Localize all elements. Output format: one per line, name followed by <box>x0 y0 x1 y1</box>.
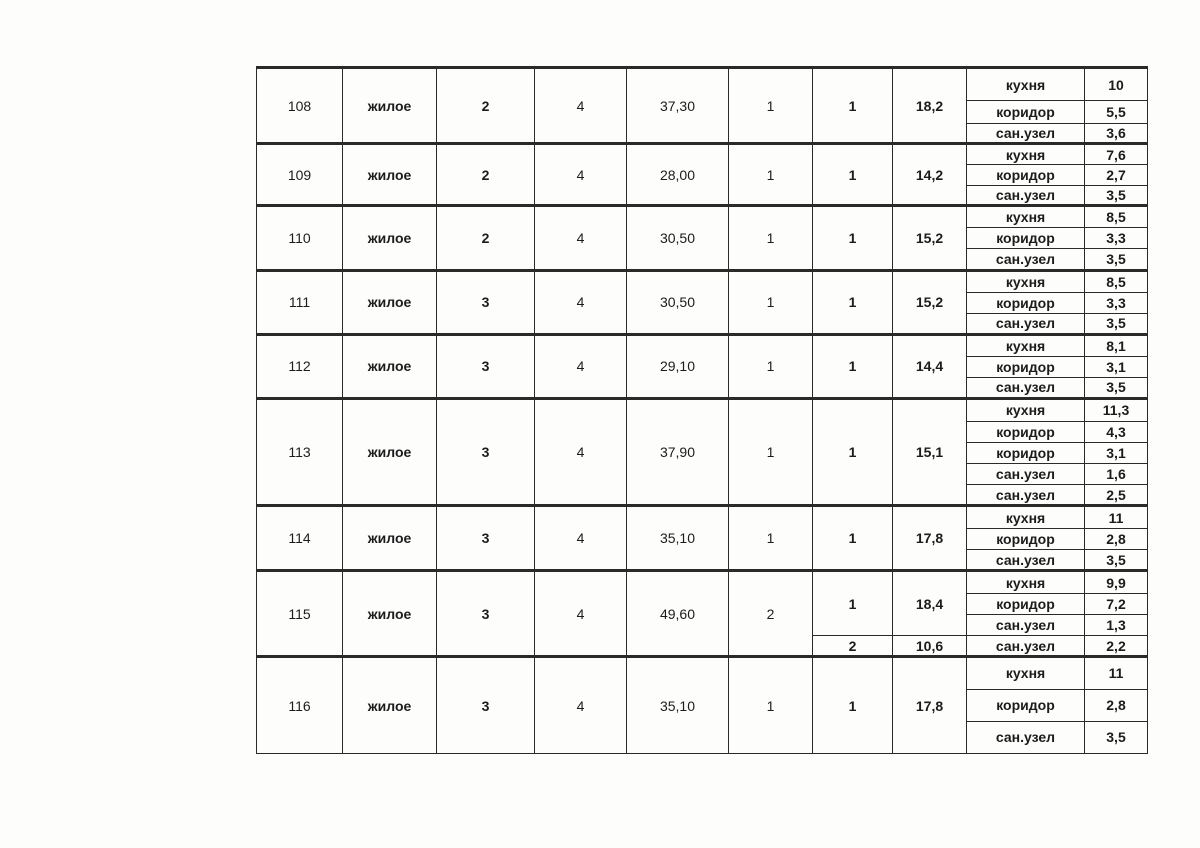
apartment-number-cell: 116 <box>257 657 343 754</box>
aux-room-area-cell: 11 <box>1085 506 1148 529</box>
aux-room-name-cell: сан.узел <box>967 550 1085 571</box>
rooms-count-cell: 2 <box>437 206 535 270</box>
rooms-count-cell: 3 <box>437 334 535 398</box>
living-room-number-cell: 1 <box>813 144 893 206</box>
aux-room-area-cell: 4,3 <box>1085 421 1148 442</box>
total-area-cell: 37,90 <box>627 398 729 505</box>
living-rooms-count-cell: 1 <box>729 68 813 144</box>
aux-room-name-cell: коридор <box>967 292 1085 313</box>
aux-room-area-cell: 5,5 <box>1085 101 1148 124</box>
aux-room-name-cell: сан.узел <box>967 124 1085 144</box>
aux-room-name-cell: кухня <box>967 571 1085 594</box>
aux-room-name-cell: кухня <box>967 68 1085 101</box>
apartment-number-cell: 111 <box>257 270 343 334</box>
living-rooms-count-cell: 2 <box>729 571 813 657</box>
aux-room-area-cell: 7,6 <box>1085 144 1148 165</box>
apartment-row <box>257 270 1148 292</box>
aux-room-area-cell: 3,6 <box>1085 124 1148 144</box>
rooms-count-cell: 2 <box>437 68 535 144</box>
aux-room-name-cell: коридор <box>967 421 1085 442</box>
aux-room-name-cell: сан.узел <box>967 721 1085 753</box>
total-area-cell: 30,50 <box>627 270 729 334</box>
premises-type-cell: жилое <box>343 506 437 571</box>
rooms-count-cell: 3 <box>437 506 535 571</box>
aux-room-name-cell: коридор <box>967 689 1085 721</box>
floor-cell: 4 <box>535 571 627 657</box>
living-room-number-cell: 1 <box>813 270 893 334</box>
aux-room-area-cell: 11,3 <box>1085 398 1148 421</box>
aux-room-area-cell: 10 <box>1085 68 1148 101</box>
premises-type-cell: жилое <box>343 571 437 657</box>
total-area-cell: 28,00 <box>627 144 729 206</box>
floor-cell: 4 <box>535 68 627 144</box>
premises-type-cell: жилое <box>343 270 437 334</box>
aux-room-area-cell: 2,5 <box>1085 485 1148 506</box>
living-room-number-cell: 2 <box>813 636 893 657</box>
living-rooms-count-cell: 1 <box>729 144 813 206</box>
rooms-count-cell: 3 <box>437 270 535 334</box>
aux-room-name-cell: кухня <box>967 506 1085 529</box>
aux-room-area-cell: 2,7 <box>1085 165 1148 186</box>
rooms-count-cell: 3 <box>437 398 535 505</box>
apartment-row <box>257 144 1148 165</box>
floor-cell: 4 <box>535 334 627 398</box>
apartments-table <box>256 66 1148 754</box>
aux-room-name-cell: кухня <box>967 144 1085 165</box>
aux-room-area-cell: 2,8 <box>1085 689 1148 721</box>
aux-room-area-cell: 3,3 <box>1085 228 1148 249</box>
aux-room-name-cell: коридор <box>967 165 1085 186</box>
aux-room-area-cell: 9,9 <box>1085 571 1148 594</box>
aux-room-area-cell: 11 <box>1085 657 1148 689</box>
apartment-row <box>257 571 1148 594</box>
premises-type-cell: жилое <box>343 206 437 270</box>
living-room-number-cell: 1 <box>813 657 893 754</box>
living-room-number-cell: 1 <box>813 571 893 636</box>
apartment-number-cell: 108 <box>257 68 343 144</box>
living-room-number-cell: 1 <box>813 334 893 398</box>
living-room-number-cell: 1 <box>813 398 893 505</box>
aux-room-area-cell: 8,1 <box>1085 334 1148 356</box>
apartment-row <box>257 398 1148 421</box>
aux-room-name-cell: коридор <box>967 529 1085 550</box>
total-area-cell: 49,60 <box>627 571 729 657</box>
aux-room-name-cell: сан.узел <box>967 186 1085 206</box>
living-room-area-cell: 15,2 <box>893 270 967 334</box>
aux-room-area-cell: 8,5 <box>1085 206 1148 228</box>
aux-room-area-cell: 8,5 <box>1085 270 1148 292</box>
aux-room-name-cell: коридор <box>967 594 1085 615</box>
aux-room-area-cell: 3,5 <box>1085 313 1148 334</box>
rooms-count-cell: 3 <box>437 571 535 657</box>
aux-room-name-cell: коридор <box>967 228 1085 249</box>
floor-cell: 4 <box>535 506 627 571</box>
total-area-cell: 35,10 <box>627 506 729 571</box>
living-room-number-cell: 1 <box>813 506 893 571</box>
aux-room-area-cell: 3,3 <box>1085 292 1148 313</box>
aux-room-area-cell: 1,3 <box>1085 615 1148 636</box>
aux-room-name-cell: кухня <box>967 206 1085 228</box>
apartment-number-cell: 112 <box>257 334 343 398</box>
aux-room-name-cell: кухня <box>967 270 1085 292</box>
aux-room-name-cell: кухня <box>967 398 1085 421</box>
living-rooms-count-cell: 1 <box>729 206 813 270</box>
aux-room-name-cell: сан.узел <box>967 615 1085 636</box>
floor-cell: 4 <box>535 206 627 270</box>
aux-room-name-cell: сан.узел <box>967 249 1085 270</box>
premises-type-cell: жилое <box>343 657 437 754</box>
aux-room-area-cell: 3,5 <box>1085 186 1148 206</box>
floor-cell: 4 <box>535 270 627 334</box>
apartment-number-cell: 109 <box>257 144 343 206</box>
floor-cell: 4 <box>535 144 627 206</box>
living-room-area-cell: 18,2 <box>893 68 967 144</box>
living-room-area-cell: 15,1 <box>893 398 967 505</box>
floor-cell: 4 <box>535 398 627 505</box>
living-room-area-cell: 14,4 <box>893 334 967 398</box>
total-area-cell: 35,10 <box>627 657 729 754</box>
total-area-cell: 30,50 <box>627 206 729 270</box>
premises-type-cell: жилое <box>343 68 437 144</box>
aux-room-name-cell: коридор <box>967 356 1085 377</box>
aux-room-name-cell: коридор <box>967 442 1085 463</box>
living-room-number-cell: 1 <box>813 68 893 144</box>
aux-room-area-cell: 1,6 <box>1085 463 1148 484</box>
aux-room-name-cell: коридор <box>967 101 1085 124</box>
living-room-area-cell: 17,8 <box>893 506 967 571</box>
aux-room-area-cell: 3,5 <box>1085 721 1148 753</box>
aux-room-area-cell: 2,8 <box>1085 529 1148 550</box>
premises-type-cell: жилое <box>343 398 437 505</box>
apartment-number-cell: 114 <box>257 506 343 571</box>
living-rooms-count-cell: 1 <box>729 270 813 334</box>
living-room-area-cell: 15,2 <box>893 206 967 270</box>
aux-room-area-cell: 3,5 <box>1085 550 1148 571</box>
apartment-row <box>257 334 1148 356</box>
aux-room-area-cell: 3,1 <box>1085 442 1148 463</box>
aux-room-area-cell: 2,2 <box>1085 636 1148 657</box>
aux-room-name-cell: сан.узел <box>967 463 1085 484</box>
total-area-cell: 29,10 <box>627 334 729 398</box>
apartment-number-cell: 110 <box>257 206 343 270</box>
living-room-number-cell: 1 <box>813 206 893 270</box>
total-area-cell: 37,30 <box>627 68 729 144</box>
aux-room-name-cell: сан.узел <box>967 377 1085 398</box>
aux-room-name-cell: сан.узел <box>967 485 1085 506</box>
aux-room-area-cell: 3,5 <box>1085 377 1148 398</box>
living-room-area-cell: 17,8 <box>893 657 967 754</box>
premises-type-cell: жилое <box>343 334 437 398</box>
apartment-row <box>257 206 1148 228</box>
apartment-number-cell: 115 <box>257 571 343 657</box>
living-room-area-cell: 18,4 <box>893 571 967 636</box>
living-room-area-cell: 10,6 <box>893 636 967 657</box>
living-rooms-count-cell: 1 <box>729 506 813 571</box>
living-room-area-cell: 14,2 <box>893 144 967 206</box>
living-rooms-count-cell: 1 <box>729 398 813 505</box>
premises-type-cell: жилое <box>343 144 437 206</box>
aux-room-name-cell: сан.узел <box>967 313 1085 334</box>
floor-cell: 4 <box>535 657 627 754</box>
apartment-row <box>257 68 1148 101</box>
aux-room-area-cell: 3,1 <box>1085 356 1148 377</box>
aux-room-name-cell: кухня <box>967 334 1085 356</box>
living-rooms-count-cell: 1 <box>729 334 813 398</box>
rooms-count-cell: 2 <box>437 144 535 206</box>
living-rooms-count-cell: 1 <box>729 657 813 754</box>
aux-room-name-cell: сан.узел <box>967 636 1085 657</box>
apartment-row <box>257 657 1148 689</box>
apartment-row <box>257 506 1148 529</box>
rooms-count-cell: 3 <box>437 657 535 754</box>
aux-room-area-cell: 7,2 <box>1085 594 1148 615</box>
apartment-number-cell: 113 <box>257 398 343 505</box>
aux-room-name-cell: кухня <box>967 657 1085 689</box>
aux-room-area-cell: 3,5 <box>1085 249 1148 270</box>
